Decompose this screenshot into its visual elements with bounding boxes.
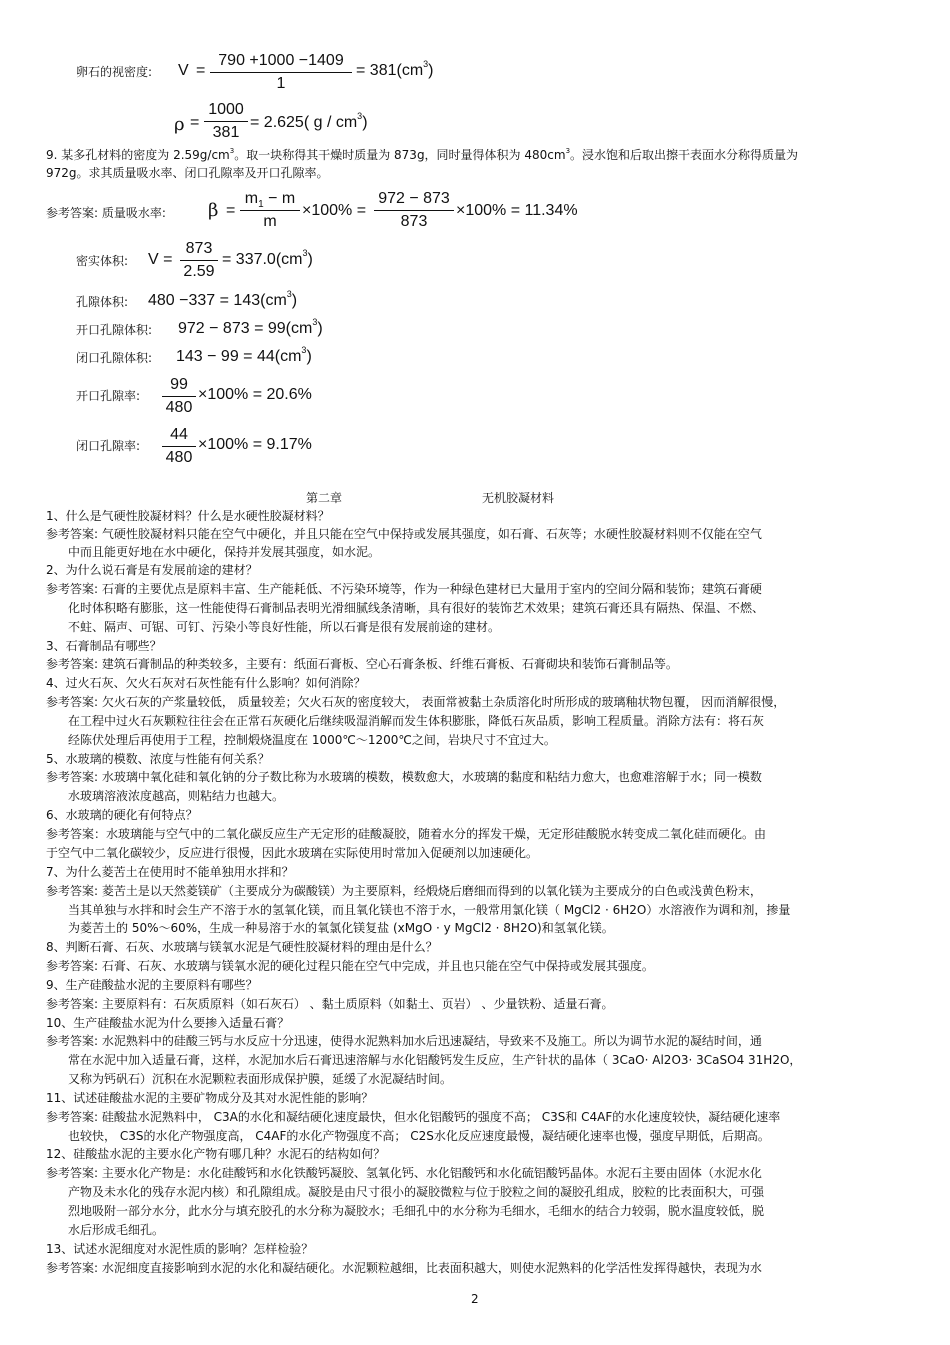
eq1-rhs: = $381(cm^3)$ — [356, 59, 434, 79]
pore-volume-eq: $480 -337 = 143(cm^3)$ — [148, 289, 298, 309]
beta-mid: ×100% = — [302, 202, 367, 219]
eq1-lhs: V — [178, 62, 189, 79]
text-line: 7、为什么菱苦土在使用时不能单独用水拌和？ — [46, 865, 294, 879]
closed-porosity-rhs: ×100% = 9.17% — [198, 436, 312, 453]
closed-porosity-fraction: 44 480 — [162, 426, 196, 467]
text-line: 参考答案: 水泥细度直接影响到水泥的水化和凝结硬化。水泥颗粒越细，比表面积越大，则使水泥熟料的化学活性发挥得越快，表现为水 — [46, 1261, 762, 1275]
eq1-denominator: 1 — [276, 75, 286, 92]
text-line: 参考答案: 水玻璃中氧化硅和氧化钠的分子数比称为水玻璃的模数，模数愈大，水玻璃的黏度和粘结力愈大，也愈难溶解于水；同一模数 — [46, 770, 762, 784]
text-line: 不蛀、隔声、可锯、可钉、污染小等良好性能，所以石膏是很有发展前途的建材。 — [68, 620, 501, 634]
text-line: 3、石膏制品有哪些？ — [46, 639, 162, 653]
text-line: 参考答案: 气硬性胶凝材料只能在空气中硬化，并且只能在空气中保持或发展其强度，如石膏、石灰等；水硬性胶凝材料则不仅能在空气 — [46, 527, 762, 541]
text-line: 参考答案: 石膏、石灰、水玻璃与镁氧水泥的硬化过程只能在空气中完成，并且也只能在空气中保持或发展其强度。 — [46, 959, 654, 973]
beta-fraction-2: 972 − 873 873 — [374, 190, 454, 231]
chapter-title: 无机胶凝材料 — [482, 491, 555, 505]
text-line: 参考答案: 水泥熟料中的硅酸三钙与水反应十分迅速，使得水泥熟料加水后迅速凝结，导致来不及施工。所以为调节水泥的凝结时间，通 — [46, 1034, 762, 1048]
eq1-numerator: 790 +1000 −1409 — [218, 52, 344, 69]
text-line: 烈地吸附一部分水分，此水分与填充胶孔的水分称为凝胶水；毛细孔中的水分称为毛细水，毛细水的结合力较弱，脱水温度较低，脱 — [68, 1204, 765, 1218]
text-line: 参考答案: 菱苦土是以天然菱镁矿（主要成分为碳酸镁）为主要原料，经煅烧后磨细而得到的以氧化镁为主要成分的白色或浅黄色粉末， — [46, 884, 762, 898]
eq2-lhs: ρ — [174, 114, 185, 135]
eq2-denominator: 381 — [212, 124, 240, 141]
page-number: 2 — [471, 1292, 479, 1306]
open-pore-volume-eq: $972 - 873 = 99(cm^3)$ — [178, 317, 323, 337]
beta-symbol: β — [208, 200, 219, 221]
text-line: 水后形成毛细孔。 — [68, 1223, 165, 1237]
text-line: 13、试述水泥细度对水泥性质的影响？怎样检验？ — [46, 1242, 314, 1256]
text-line: 参考答案: 欠火石灰的产浆量较低， 质量较差；欠火石灰的密度较大， 表面常被黏土杂质溶化时所形成的玻璃釉状物包覆， 因而消解很慢， — [46, 695, 786, 709]
text-line: 水玻璃溶液浓度越高，则粘结力也越大。 — [68, 789, 285, 803]
open-pore-volume-label: 开口孔隙体积: — [76, 323, 153, 337]
open-porosity-label: 开口孔隙率: — [76, 389, 141, 403]
closed-porosity-label: 闭口孔隙率: — [76, 439, 141, 453]
text-line: 11、试述硅酸盐水泥的主要矿物成分及其对水泥性能的影响？ — [46, 1091, 374, 1105]
text-line: 9、生产硅酸盐水泥的主要原料有哪些？ — [46, 978, 258, 992]
text-line: 经陈伏处理后再使用于工程，控制煅烧温度在 1000℃～1200℃之间，岩块尺寸不宜过大。 — [68, 733, 556, 747]
closed-pore-volume-label: 闭口孔隙体积: — [76, 351, 153, 365]
text-line: 8、判断石膏、石灰、水玻璃与镁氧水泥是气硬性胶凝材料的理由是什么？ — [46, 940, 438, 954]
beta-equals: = — [226, 202, 236, 219]
eq1-equals: = — [196, 62, 206, 79]
text-line: 10、生产硅酸盐水泥为什么要掺入适量石膏？ — [46, 1016, 290, 1030]
q9-answer-label: 参考答案: 质量吸水率: — [46, 206, 166, 220]
closed-pore-volume-eq: $143 - 99 = 44(cm^3)$ — [176, 345, 312, 365]
eq1-fraction — [210, 52, 352, 93]
apparent-density-label: 卵石的视密度: — [76, 65, 153, 79]
text-line: 为菱苦土的 50%～60%，生成一种易溶于水的氧氯化镁复盐 (xMgO · y MgCl2 · 8H2O)和氢氧化镁。 — [68, 921, 614, 935]
eq2-equals: = — [190, 114, 200, 131]
q9-line-1: 9. 某多孔材料的密度为 $2.59g/cm^3$。取一块称得其干燥时质量为 873g，同时量得体积为 $480cm^3$。浸水饱和后取出擦干表面水分称得质量为 — [46, 147, 799, 162]
text-line: 4、过火石灰、欠火石灰对石灰性能有什么影响？如何消除？ — [46, 676, 366, 690]
text-line: 当其单独与水拌和时会生产不溶于水的氢氧化镁，而且氧化镁也不溶于水，一般常用氯化镁（ MgCl2 · 6H2O）水溶液作为调和剂，掺量 — [68, 903, 791, 917]
text-line: 参考答案: 主要原料有：石灰质原料（如石灰石） 、黏土质原料（如黏土、页岩） 、少量铁粉、适量石膏。 — [46, 997, 614, 1011]
text-line: 参考答案: 硅酸盐水泥熟料中， C3A的水化和凝结硬化速度最快，但水化铝酸钙的强度不高； C3S和 C4AF的水化速度较快，凝结硬化速率 — [46, 1110, 781, 1124]
text-line: 参考答案: 主要水化产物是：水化硅酸钙和水化铁酸钙凝胶、氢氧化钙、水化铝酸钙和水化硫铝酸钙晶体。水泥石主要由固体（水泥水化 — [46, 1166, 762, 1180]
beta-fraction-1: $m_1 - m$ m — [240, 190, 300, 231]
solid-volume-fraction: 873 2.59 — [180, 240, 218, 281]
open-porosity-fraction: 99 480 — [162, 376, 196, 417]
beta-result: ×100% = 11.34% — [456, 202, 578, 219]
text-line: 常在水泥中加入适量石膏，这样，水泥加水后石膏迅速溶解与水化铝酸钙发生反应，生产针状的晶体（ 3CaO· Al2O3· 3CaSO4 31H2O， — [68, 1053, 802, 1067]
text-line: 又称为钙矾石）沉积在水泥颗粒表面形成保护膜，延缓了水泥凝结时间。 — [68, 1072, 453, 1086]
eq2-numerator: 1000 — [208, 101, 244, 118]
text-line: 产物及未水化的残存水泥内核）和孔隙组成。凝胶是由尺寸很小的凝胶微粒与位于胶粒之间的凝胶孔组成，胶粒的比表面积大，可强 — [68, 1185, 765, 1199]
text-line: 参考答案: 建筑石膏制品的种类较多，主要有：纸面石膏板、空心石膏条板、纤维石膏板、石膏砌块和装饰石膏制品等。 — [46, 657, 678, 671]
text-line: 于空气中二氧化碳较少，反应进行很慢，因此水玻璃在实际使用时常加入促硬剂以加速硬化。 — [46, 846, 539, 860]
text-line: 2、为什么说石膏是有发展前途的建材？ — [46, 563, 258, 577]
open-porosity-rhs: ×100% = 20.6% — [198, 386, 312, 403]
text-line: 12、硅酸盐水泥的主要水化产物有哪几种？水泥石的结构如何？ — [46, 1147, 386, 1161]
text-line: 也较快， C3S的水化产物强度高， C4AF的水化产物强度不高； C2S水化反应速度最慢，凝结硬化速率也慢，强度早期低，后期高。 — [68, 1129, 770, 1143]
text-line: 中而且能更好地在水中硬化，保持并发展其强度，如水泥。 — [68, 545, 381, 559]
solid-volume-rhs: = $337.0(cm^3)$ — [222, 248, 313, 268]
pore-volume-label: 孔隙体积: — [76, 295, 129, 309]
text-line: 5、水玻璃的模数、浓度与性能有何关系？ — [46, 752, 270, 766]
text-line: 参考答案：水玻璃能与空气中的二氧化碳反应生产无定形的硅酸凝胶，随着水分的挥发干燥，无定形硅酸脱水转变成二氧化硅而硬化。由 — [46, 827, 767, 841]
text-line: 6、水玻璃的硬化有何特点？ — [46, 808, 198, 822]
text-line: 在工程中过火石灰颗粒往往会在正常石灰硬化后继续吸湿消解而发生体积膨胀，降低石灰品质，影响工程质量。消除方法有：将石灰 — [68, 714, 765, 728]
text-line: 化时体积略有膨胀，这一性能使得石膏制品表明光滑细腻线条清晰，具有很好的装饰艺术效果；建筑石膏还具有隔热、保温、不燃、 — [68, 601, 765, 615]
eq2-rhs: = 2.625( g / $cm^3$) — [250, 111, 368, 131]
q9-line-2: 972g。求其质量吸水率、闭口孔隙率及开口孔隙率。 — [46, 166, 329, 180]
eq2-fraction — [204, 101, 248, 142]
solid-volume-label: 密实体积: — [76, 254, 129, 268]
solid-volume-lhs: V = — [148, 251, 173, 268]
text-line: 参考答案: 石膏的主要优点是原料丰富、生产能耗低、不污染环境等，作为一种绿色建材已大量用于室内的空间分隔和装饰；建筑石膏硬 — [46, 582, 762, 596]
chapter-number: 第二章 — [306, 491, 343, 505]
text-line: 1、什么是气硬性胶凝材料？什么是水硬性胶凝材料？ — [46, 509, 330, 523]
